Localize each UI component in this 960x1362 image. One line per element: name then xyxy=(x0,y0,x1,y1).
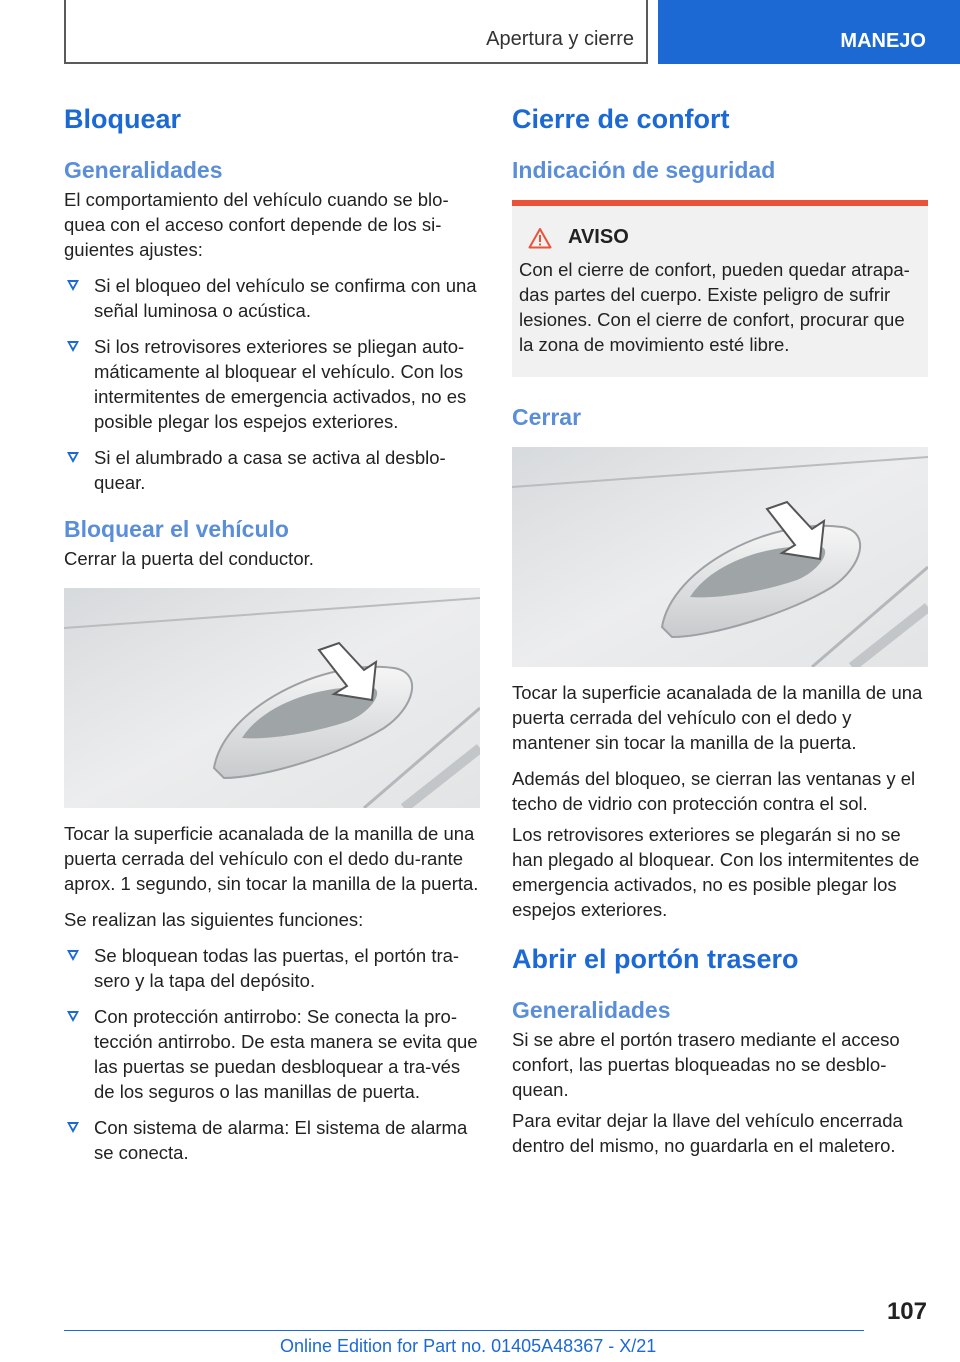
bullet-triangle-icon xyxy=(67,452,79,463)
footer-divider xyxy=(64,1330,864,1331)
section-title-cierre-confort: Cierre de confort xyxy=(512,104,730,134)
heading-generalidades-porton: Generalidades xyxy=(512,997,671,1023)
warning-label: AVISO xyxy=(568,226,629,248)
general-bullet-list xyxy=(64,273,480,495)
general-paragraph: El comportamiento del vehículo cuando se blo-quea con el acceso confort depende de los si-guientes ajustes: xyxy=(64,189,449,260)
trunk-paragraph-2: Para evitar dejar la llave del vehículo encerrada dentro del mismo, no guardarla en el maletero. xyxy=(512,1110,903,1156)
header-chapter-label: MANEJO xyxy=(840,30,926,52)
warning-box xyxy=(512,200,928,377)
functions-bullet-list xyxy=(64,943,480,1165)
bullet-triangle-icon xyxy=(67,341,79,352)
section-title-porton-trasero: Abrir el portón trasero xyxy=(512,944,799,974)
footer-edition-text: Online Edition for Part no. 01405A48367 - X/21 xyxy=(280,1336,657,1356)
list-item: Si el bloqueo del vehículo se confirma con una señal luminosa o acústica. xyxy=(64,273,480,323)
list-item: Si el alumbrado a casa se activa al desblo-quear. xyxy=(64,445,480,495)
bullet-triangle-icon xyxy=(67,1122,79,1133)
warning-header xyxy=(518,226,922,249)
bullet-triangle-icon xyxy=(67,1011,79,1022)
heading-generalidades: Generalidades xyxy=(64,157,223,183)
list-item: Se bloquean todas las puertas, el portón tra-sero y la tapa del depósito. xyxy=(64,943,480,993)
door-handle-image xyxy=(64,588,480,808)
warning-text: Con el cierre de confort, pueden quedar atrapa-das partes del cuerpo. Existe peligro de sufrir lesiones. Con el cierre de confort, procurar que la zona de movimiento esté libre. xyxy=(519,259,910,355)
functions-intro: Se realizan las siguientes funciones: xyxy=(64,909,364,930)
close-paragraph-3: Los retrovisores exteriores se plegarán si no se han plegado al bloquear. Con los intermitentes de emergencia activados, no es posible plegar los espejos exteriores. xyxy=(512,824,920,920)
trunk-paragraph-1: Si se abre el portón trasero mediante el acceso confort, las puertas bloqueadas no se desblo-quean. xyxy=(512,1029,900,1100)
lock-paragraph: Cerrar la puerta del conductor. xyxy=(64,548,314,569)
left-column xyxy=(64,100,480,1165)
list-item: Con sistema de alarma: El sistema de alarma se conecta. xyxy=(64,1115,480,1165)
section-title-bloquear: Bloquear xyxy=(64,104,182,134)
door-handle-image-close xyxy=(512,447,928,667)
heading-bloquear-vehiculo: Bloquear el vehículo xyxy=(64,516,289,542)
header-section-box xyxy=(64,0,648,64)
bullet-triangle-icon xyxy=(67,280,79,291)
header-chapter-tab[interactable] xyxy=(658,0,960,64)
list-item: Con protección antirrobo: Se conecta la pro-tección antirrobo. De esta manera se evita que las puertas se puedan desbloquear a tra-vés de los seguros o las manillas de puerta. xyxy=(64,1004,480,1104)
door-handle-photo xyxy=(64,588,480,808)
close-paragraph-2: Además del bloqueo, se cierran las ventanas y el techo de vidrio con protección contra el sol. xyxy=(512,768,916,814)
close-caption: Tocar la superficie acanalada de la manilla de una puerta cerrada del vehículo con el dedo y mantener sin tocar la manilla de la puerta. xyxy=(512,682,923,753)
page-number: 107 xyxy=(886,1298,927,1325)
heading-indicacion-seguridad: Indicación de seguridad xyxy=(512,157,776,183)
right-column xyxy=(512,100,928,1158)
door-handle-photo-close xyxy=(512,447,928,667)
lock-caption: Tocar la superficie acanalada de la manilla de una puerta cerrada del vehículo con el dedo du-rante aprox. 1 segundo, sin tocar la manilla de la puerta. xyxy=(64,823,479,894)
list-item: Si los retrovisores exteriores se pliegan auto-máticamente al bloquear el vehículo. Con los intermitentes de emergencia activados, no es posible plegar los espejos exteriores. xyxy=(64,334,480,434)
heading-cerrar: Cerrar xyxy=(512,404,582,430)
warning-triangle-icon xyxy=(528,227,552,249)
header-section-title: Apertura y cierre xyxy=(486,28,634,50)
bullet-triangle-icon xyxy=(67,950,79,961)
